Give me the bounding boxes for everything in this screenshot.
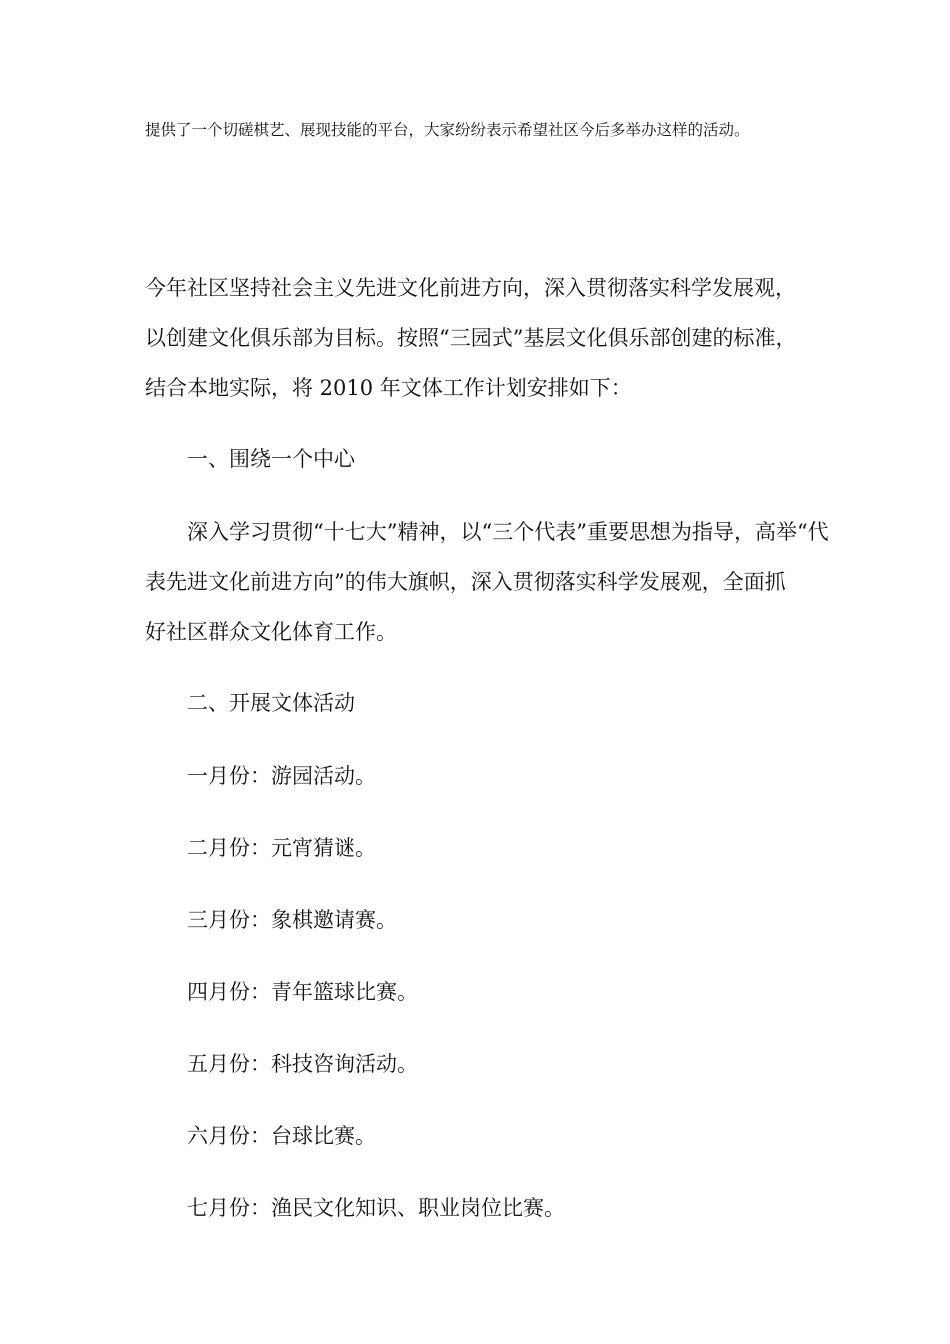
intro-line-3: 结合本地实际，将 2010 年文体工作计划安排如下： (145, 376, 632, 400)
month-item-1: 一月份：游园活动。 (187, 764, 376, 788)
section1-line-1: 深入学习贯彻“十七大”精神，以“三个代表”重要思想为指导，高举“代 (187, 520, 829, 544)
intro-line-2: 以创建文化俱乐部为目标。按照“三园式”基层文化俱乐部创建的标准， (145, 326, 797, 350)
section1-heading: 一、围绕一个中心 (187, 447, 355, 471)
month-item-5: 五月份：科技咨询活动。 (187, 1052, 418, 1076)
section1-line-3: 好社区群众文化体育工作。 (145, 620, 397, 644)
top-paragraph: 提供了一个切磋棋艺、展现技能的平台，大家纷纷表示希望社区今后多举办这样的活动。 (145, 121, 750, 139)
section1-line-2: 表先进文化前进方向”的伟大旗帜，深入贯彻落实科学发展观，全面抓 (145, 570, 786, 594)
month-item-7: 七月份：渔民文化知识、职业岗位比赛。 (187, 1196, 565, 1220)
month-item-2: 二月份：元宵猜谜。 (187, 836, 376, 860)
intro-line-1: 今年社区坚持社会主义先进文化前进方向，深入贯彻落实科学发展观， (145, 276, 796, 300)
month-item-4: 四月份：青年篮球比赛。 (187, 980, 418, 1004)
month-item-6: 六月份：台球比赛。 (187, 1124, 376, 1148)
section2-heading: 二、开展文体活动 (187, 691, 355, 715)
month-item-3: 三月份：象棋邀请赛。 (187, 908, 397, 932)
